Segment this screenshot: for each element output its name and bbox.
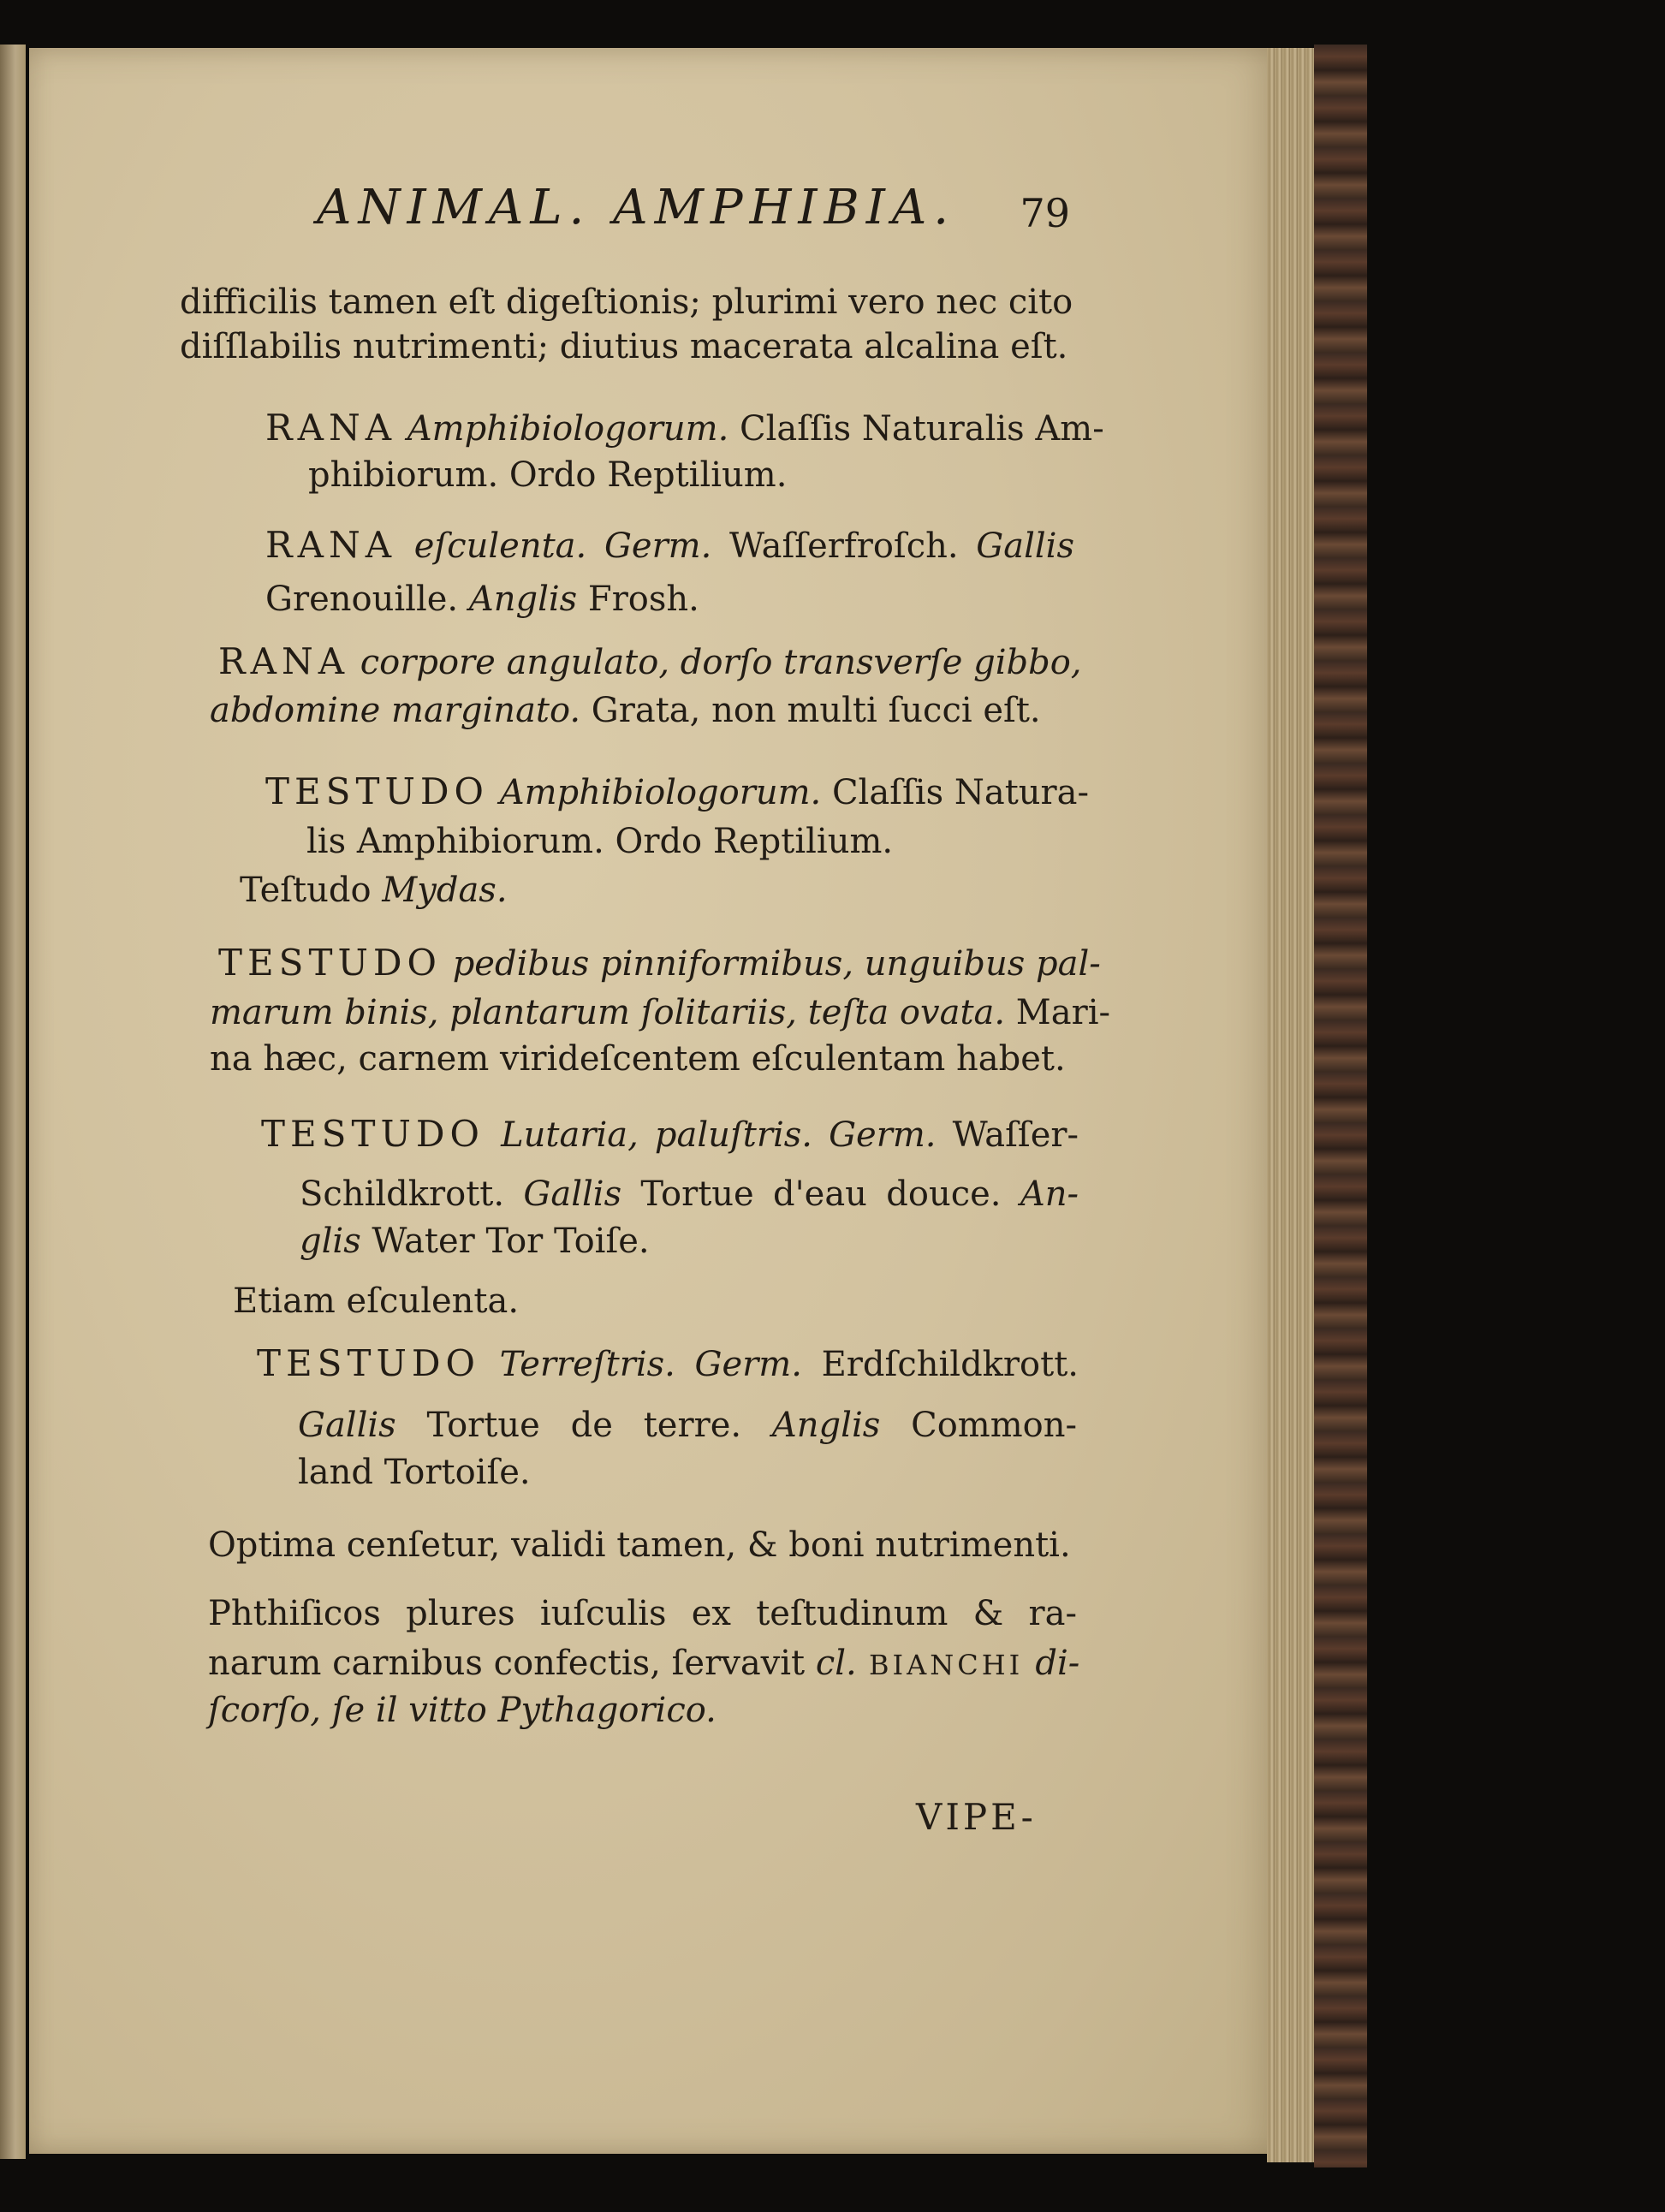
page-number: 79 xyxy=(1020,190,1070,236)
text-run: Claſſis Natura- xyxy=(821,773,1090,812)
text-line xyxy=(298,1404,1077,1447)
italic-run: Anglis xyxy=(771,1406,881,1445)
text-line xyxy=(233,1280,519,1323)
genus-name: TESTUDO xyxy=(218,942,442,984)
italic-run: eſculenta. xyxy=(413,526,587,566)
italic-run: Germ. xyxy=(604,526,712,566)
running-head: ANIMAL. AMPHIBIA. xyxy=(317,180,956,235)
text-line xyxy=(298,1451,531,1494)
text-line xyxy=(240,869,508,912)
catchword: VIPE- xyxy=(916,1796,1037,1838)
text-line xyxy=(265,578,699,621)
italic-run: corpore angulato, dorſo transverſe gibbo, xyxy=(360,643,1082,682)
page-header xyxy=(317,180,1070,248)
text-run xyxy=(480,1345,500,1384)
text-run xyxy=(485,1115,501,1155)
text-line xyxy=(218,640,1082,684)
text-run: Optima cenſetur, validi tamen, & boni nutrimenti. xyxy=(208,1525,1071,1565)
text-run xyxy=(586,526,604,566)
text-run: Tortue de terre. xyxy=(395,1406,772,1445)
text-run: Water Tor Toiſe. xyxy=(360,1222,650,1261)
book-cover-edge xyxy=(1314,45,1367,2167)
text-run: Grata, non multi ſucci eſt. xyxy=(580,691,1041,730)
text-line xyxy=(208,1524,1071,1567)
text-run: Claſſis Naturalis Am- xyxy=(728,409,1104,449)
text-line xyxy=(180,325,1067,368)
italic-run: ſcorſo, ſe il vitto Pythagorico. xyxy=(208,1691,717,1730)
small-caps-run: BIANCHI xyxy=(856,1649,1036,1681)
text-run: Grenouille. xyxy=(265,580,469,619)
genus-name: RANA xyxy=(265,407,397,449)
text-line xyxy=(300,1173,1079,1216)
italic-run: Anglis xyxy=(468,580,578,619)
italic-run: Mydas. xyxy=(382,871,508,910)
italic-run: Amphibiologorum. xyxy=(499,773,822,812)
text-run: narum carnibus confectis, ſervavit xyxy=(208,1644,816,1683)
italic-run: abdomine marginato. xyxy=(210,691,581,730)
facing-page-edge xyxy=(0,45,26,2159)
text-run xyxy=(349,643,360,682)
italic-run: glis xyxy=(300,1222,361,1261)
italic-run: di- xyxy=(1035,1644,1080,1683)
italic-run: marum binis, plantarum ſolitariis, teſta ovata. xyxy=(210,993,1006,1032)
text-line xyxy=(257,1342,1079,1386)
text-line xyxy=(218,942,1101,985)
text-run: na hæc, carnem virideſcentem eſculentam habet. xyxy=(210,1039,1066,1079)
italic-run: Gallis xyxy=(976,526,1074,566)
text-line xyxy=(210,991,1111,1034)
italic-run: Terreſtris. Germ. xyxy=(499,1345,802,1384)
text-run xyxy=(489,773,500,812)
genus-name: RANA xyxy=(218,640,350,682)
text-run: difficilis tamen eſt digeſtionis; plurimi vero nec cito xyxy=(180,282,1073,322)
text-line xyxy=(210,1038,1066,1080)
genus-name: TESTUDO xyxy=(257,1342,480,1384)
text-run xyxy=(442,944,453,984)
genus-name: TESTUDO xyxy=(261,1113,485,1155)
text-run: Common- xyxy=(880,1406,1077,1445)
italic-run: Gallis xyxy=(523,1174,622,1214)
text-run: Erdſchildkrott. xyxy=(801,1345,1079,1384)
text-line xyxy=(210,689,1041,732)
text-line xyxy=(265,407,1104,450)
text-run: phibiorum. Ordo Reptilium. xyxy=(308,455,788,495)
text-line xyxy=(208,1592,1077,1635)
text-run: Mari- xyxy=(1005,993,1111,1032)
text-run: Tortue d'eau douce. xyxy=(621,1174,1020,1214)
text-line xyxy=(208,1689,717,1732)
text-line xyxy=(208,1642,1080,1686)
text-run: Frosh. xyxy=(577,580,699,619)
italic-run: pedibus pinniformibus, unguibus pal- xyxy=(452,944,1101,984)
genus-name: RANA xyxy=(265,524,397,566)
text-run: Etiam eſculenta. xyxy=(233,1281,520,1321)
text-line xyxy=(180,281,1073,324)
italic-run: Gallis xyxy=(298,1406,396,1445)
italic-run: Amphibiologorum. xyxy=(407,409,729,449)
text-line xyxy=(300,1220,650,1263)
genus-name: TESTUDO xyxy=(265,770,489,812)
text-run: Schildkrott. xyxy=(300,1174,524,1214)
text-run: Waſſer- xyxy=(936,1115,1079,1155)
text-run xyxy=(396,526,414,566)
text-line xyxy=(306,820,893,863)
text-run: lis Amphibiorum. Ordo Reptilium. xyxy=(306,822,894,861)
text-run xyxy=(396,409,407,449)
text-run: land Tortoiſe. xyxy=(298,1453,531,1492)
text-line xyxy=(265,524,1074,568)
text-run: Teſtudo xyxy=(240,871,383,910)
text-line xyxy=(265,770,1090,814)
text-line xyxy=(308,454,787,497)
text-line xyxy=(261,1113,1079,1157)
italic-run: cl. xyxy=(815,1644,857,1683)
text-run: diſſlabilis nutrimenti; diutius macerata alcalina eſt. xyxy=(180,327,1068,366)
text-run: Waſſerfroſch. xyxy=(711,526,977,566)
italic-run: An- xyxy=(1020,1174,1079,1214)
italic-run: Lutaria, paluſtris. Germ. xyxy=(501,1115,937,1155)
text-run: Phthiſicos plures iuſculis ex teſtudinum & ra- xyxy=(208,1594,1077,1633)
